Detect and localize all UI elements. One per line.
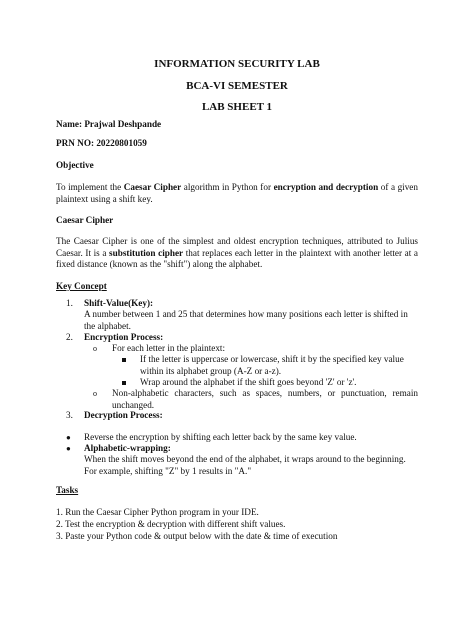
list-number: 3. bbox=[66, 410, 73, 420]
student-prn: PRN NO: 20220801059 bbox=[56, 138, 147, 148]
decryption-text: Reverse the encryption by shifting each letter back by the same key value. bbox=[84, 432, 357, 442]
key-concept-heading: Key Concept bbox=[56, 281, 107, 291]
caesar-heading: Caesar Cipher bbox=[56, 215, 114, 225]
semester-title: BCA-VI SEMESTER bbox=[186, 80, 288, 92]
list-number: 2. bbox=[66, 332, 73, 342]
lab-sheet-title: LAB SHEET 1 bbox=[201, 101, 273, 113]
objective-heading: Objective bbox=[56, 160, 94, 170]
alphabetic-wrapping-title: Alphabetic-wrapping: bbox=[84, 443, 171, 453]
circle-bullet-icon: o bbox=[93, 389, 97, 398]
shift-value-text: A number between 1 and 25 that determines how many positions each letter is shifted in the alphabet. bbox=[84, 309, 408, 331]
tasks-heading: Tasks bbox=[56, 485, 79, 495]
encryption-substep-1: If the letter is uppercase or lowercase, shift it by the specified key value within its alphabet group (A-Z or a-z). bbox=[140, 354, 404, 376]
encryption-title: Encryption Process: bbox=[84, 332, 164, 342]
encryption-substep-2: Wrap around the alphabet if the shift goes beyond 'Z' or 'z'. bbox=[140, 377, 357, 387]
student-name: Name: Prajwal Deshpande bbox=[56, 119, 162, 129]
objective-text: To implement the Caesar Cipher algorithm in Python for encryption and decryption of a given plaintext using a shift key. bbox=[56, 182, 418, 204]
square-bullet-icon bbox=[122, 381, 126, 385]
encryption-step-1: For each letter in the plaintext: bbox=[112, 343, 226, 353]
bullet-icon: ● bbox=[66, 433, 71, 442]
square-bullet-icon bbox=[122, 358, 126, 362]
decryption-title: Decryption Process: bbox=[84, 410, 163, 420]
encryption-step-2: Non-alphabetic characters, such as spaces, numbers, or punctuation, remain unchanged. bbox=[112, 388, 418, 410]
alphabetic-wrapping-text: When the shift moves beyond the end of the alphabet, it wraps around to the beginning. For example, shifting "Z" by 1 results in "A." bbox=[84, 454, 406, 476]
task-item: 2. Test the encryption & decryption with different shift values. bbox=[56, 519, 286, 529]
shift-value-title: Shift-Value(Key): bbox=[84, 298, 154, 308]
caesar-text: The Caesar Cipher is one of the simplest and oldest encryption techniques, attributed to Julius Caesar. It is a substitution cipher that replaces each letter in the plaintext with another letter at a fixed distance (known as the "shift") along the alphabet. bbox=[56, 236, 418, 270]
bullet-icon: ● bbox=[66, 444, 71, 453]
list-number: 1. bbox=[66, 298, 73, 308]
circle-bullet-icon: o bbox=[93, 344, 97, 353]
task-item: 1. Run the Caesar Cipher Python program in your IDE. bbox=[56, 507, 259, 517]
lab-title: INFORMATION SECURITY LAB bbox=[154, 58, 320, 70]
task-item: 3. Paste your Python code & output below with the date & time of execution bbox=[56, 531, 338, 541]
